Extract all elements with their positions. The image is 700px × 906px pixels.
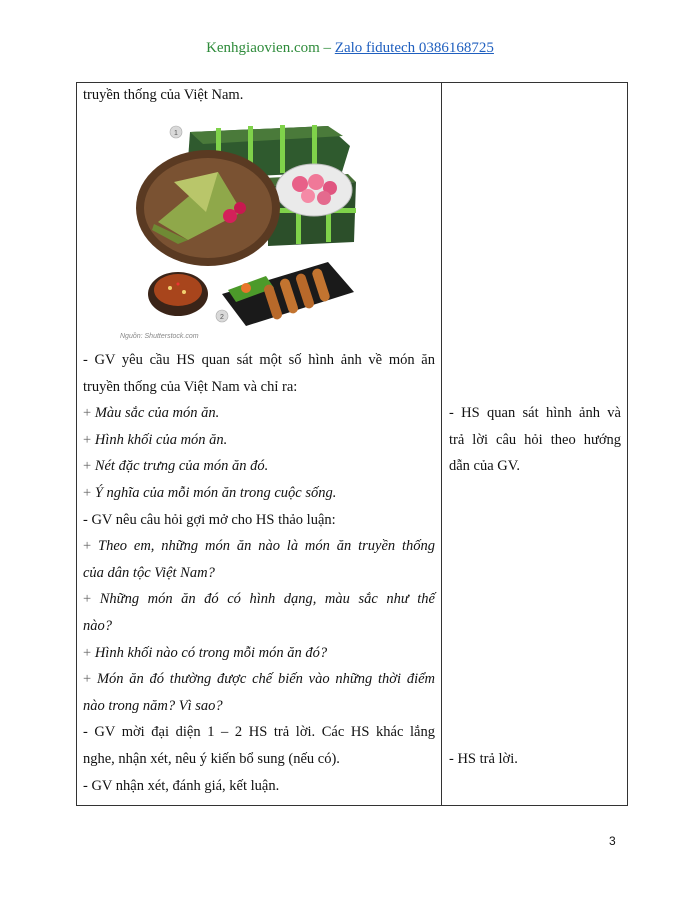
column-divider [441,82,442,806]
question-4-line-2: nào trong năm? Vì sao? [83,697,223,714]
student-response-line-2: trả lời câu hỏi theo hướng [449,431,621,448]
plus-sign: + [83,644,92,661]
plus-sign: + [83,591,92,608]
discussion-prompt: - GV nêu câu hỏi gợi mở cho HS thảo luận: [83,511,336,528]
teacher-activity-text [83,347,435,799]
student-answer: - HS trả lời. [449,751,518,767]
question-3-text: Hình khối nào có trong mỗi món ăn đó? [94,644,328,661]
pickled-onion-bowl [276,164,352,216]
answer-instruction-line-1: - GV mời đại diện 1 – 2 HS trả lời. Các HS khác lắng [83,724,435,741]
bullet-meaning-text: Ý nghĩa của mỗi món ăn trong cuộc sống. [94,484,337,501]
student-response-line-3: dẫn của GV. [449,458,521,475]
zalo-link[interactable]: Zalo fidutech 0386168725 [334,40,494,56]
teacher-activity-column [83,82,435,109]
question-1-line-2: của dân tộc Việt Nam? [83,564,215,581]
bullet-feature [83,453,435,480]
bullet-feature-text: Nét đặc trưng của món ăn đó. [94,458,269,475]
traditional-food-photo [118,112,358,344]
bullet-shape-text: Hình khối của món ăn. [94,431,228,448]
bullet-color-text: Màu sắc của món ăn. [94,405,220,422]
plus-sign: + [83,431,92,448]
bullet-color [83,400,435,427]
question-2-text: Những món ăn đó có hình dạng, màu sắc như thế [99,591,435,608]
student-response-line-1: - HS quan sát hình ảnh và [449,405,621,421]
student-activity-1 [449,400,621,480]
plate-sliced-cake [136,150,280,266]
plus-sign: + [83,671,92,688]
header-separator: – [319,40,335,56]
question-2-line-1 [83,586,435,613]
site-name[interactable]: Kenhgiaovien.com [206,40,320,56]
question-1-line-1 [83,533,435,560]
page-number: 3 [609,834,616,848]
plus-sign: + [83,538,92,555]
answer-instruction-line-2: nghe, nhận xét, nêu ý kiến bổ sung (nếu có). [83,750,340,767]
instruction-line-2: truyền thống của Việt Nam và chỉ ra: [83,378,298,395]
svg-text:2: 2 [220,314,224,321]
bullet-meaning [83,480,435,507]
plus-sign: + [83,458,92,475]
student-activity-2 [449,746,621,773]
svg-text:1: 1 [174,130,178,137]
plus-sign: + [83,484,92,501]
question-4-text: Món ăn đó thường được chế biến vào những thời điểm [96,671,436,688]
intro-line: truyền thống của Việt Nam. [83,87,244,103]
photo-badge-1 [170,126,182,138]
photo-credit: Nguồn: Shutterstock.com [120,333,199,340]
instruction-line-1: - GV yêu cầu HS quan sát một số hình ảnh về món ăn [83,352,435,368]
photo-badge-2 [216,310,228,322]
spring-rolls-plate [222,262,354,326]
question-1-text: Theo em, những món ăn nào là món ăn truyền thống [98,538,436,555]
question-4-line-1 [83,666,435,693]
question-3 [83,640,435,667]
conclusion-line: - GV nhận xét, đánh giá, kết luận. [83,777,280,794]
question-2-line-2: nào? [83,617,112,634]
bullet-shape [83,427,435,454]
page-header [0,40,700,57]
plus-sign: + [83,405,92,422]
dipping-sauce-bowl [148,272,208,316]
